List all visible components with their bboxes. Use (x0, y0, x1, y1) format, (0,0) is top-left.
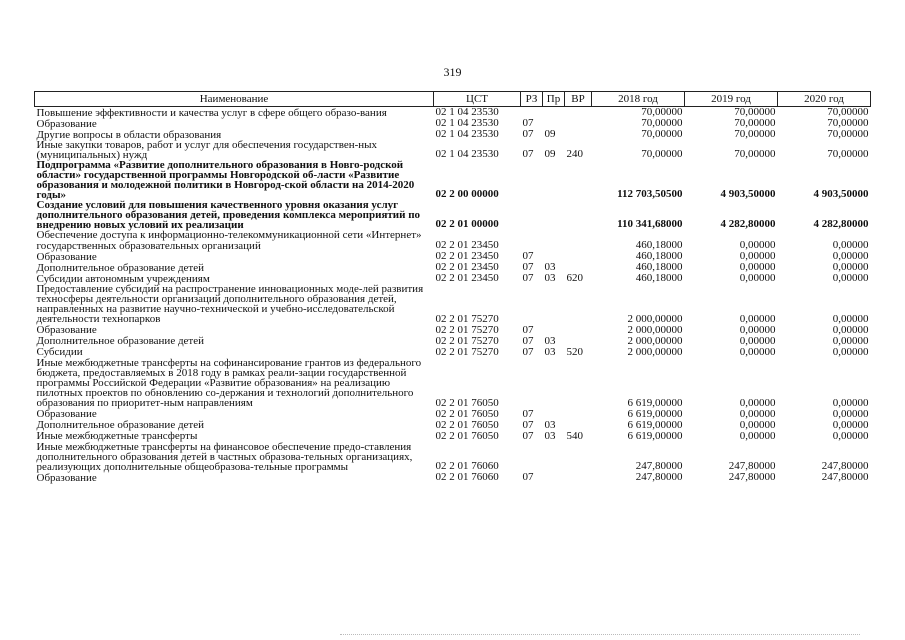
cell-pr (543, 409, 565, 420)
header-vr: ВР (565, 92, 592, 107)
cell-cst: 02 2 01 76050 (435, 407, 499, 420)
cell-y2018: 2 000,00000 (627, 334, 683, 347)
cell-cst: 02 2 01 75270 (435, 345, 499, 358)
cell-name: Иные межбюджетные трансферты (36, 430, 198, 443)
cell-name: Образование (36, 117, 97, 130)
cell-rz: 07 (522, 117, 534, 129)
cell-name: Дополнительное образование детей (36, 419, 205, 432)
cell-cst: 02 2 01 23450 (435, 249, 499, 262)
cell-vr (565, 284, 592, 325)
table-row (35, 336, 871, 347)
cell-vr (565, 336, 592, 347)
cell-vr (565, 442, 592, 473)
cell-rz: 07 (522, 271, 534, 284)
cell-name: Иные межбюджетные трансферты на софинансирование грантов из федерального бюджета, предоставляемых в 2018 году в рамках реали-зации государственной программы Российской Федерации «Развитие образования» на реализацию пилотных проектов по обновлению со-держания и технологий дополнительного образования по приоритет-ным направлениям (36, 356, 422, 410)
cell-y2018: 2 000,00000 (627, 312, 683, 325)
cell-y2019: 0,00000 (739, 249, 776, 262)
cell-y2020: 0,00000 (832, 429, 869, 442)
cell-name: Образование (36, 408, 97, 421)
cell-cst: 02 2 01 76050 (435, 429, 499, 442)
header-2018: 2018 год (592, 92, 685, 107)
cell-cst: 02 1 04 23530 (435, 148, 499, 161)
cell-name: Субсидии (36, 346, 83, 359)
cell-rz (521, 358, 543, 409)
table-row (35, 325, 871, 336)
cell-y2020: 70,00000 (827, 128, 869, 140)
cell-name: Дополнительное образование детей (36, 261, 205, 274)
cell-vr (565, 200, 592, 230)
cell-rz: 07 (522, 323, 534, 336)
cell-y2018: 70,00000 (641, 117, 683, 129)
cell-pr: 03 (544, 345, 556, 358)
cell-pr (543, 230, 565, 250)
header-row (35, 92, 871, 107)
cell-rz: 07 (522, 471, 534, 484)
table-row (35, 472, 871, 483)
cell-rz: 07 (522, 334, 534, 347)
cell-cst: 02 2 01 75270 (435, 334, 499, 347)
cell-pr: 09 (544, 128, 556, 140)
cell-cst: 02 2 00 00000 (435, 188, 499, 201)
cell-name: Подпрограмма «Развитие дополнительного образования в Новго-родской области» государственной программы Новгородской об-ласти «Развитие образования и молодежной политики в Новгород-ской области на 2014-2020 годы» (36, 159, 415, 202)
cell-vr (565, 325, 592, 336)
cell-name: Образование (36, 324, 97, 337)
cell-y2018: 2 000,00000 (627, 345, 683, 358)
cell-y2020: 70,00000 (827, 117, 869, 129)
cell-y2018: 112 703,50500 (617, 188, 683, 201)
cell-pr (543, 358, 565, 409)
cell-pr (543, 107, 565, 119)
header-pr: Пр (543, 92, 565, 107)
cell-rz: 07 (522, 429, 534, 442)
cell-vr: 240 (566, 148, 583, 161)
cell-y2018: 6 619,00000 (627, 429, 683, 442)
cell-y2019: 70,00000 (734, 128, 776, 140)
table-row (35, 200, 871, 230)
cell-y2019: 0,00000 (739, 271, 776, 284)
cell-pr: 09 (544, 148, 556, 161)
cell-vr (565, 358, 592, 409)
cell-y2018: 6 619,00000 (627, 418, 683, 431)
page-number: 319 (443, 65, 462, 79)
table-row (35, 140, 871, 160)
cell-rz (521, 442, 543, 473)
cell-pr: 03 (544, 271, 556, 284)
cell-y2020: 0,00000 (832, 260, 869, 273)
cell-y2020: 247,80000 (821, 460, 869, 473)
cell-rz: 07 (522, 260, 534, 273)
cell-vr: 540 (566, 429, 583, 442)
cell-y2018: 110 341,68000 (617, 218, 683, 231)
cell-rz: 07 (522, 148, 534, 161)
cell-rz (521, 284, 543, 325)
cell-y2020: 0,00000 (832, 238, 869, 251)
cell-name: Обеспечение доступа к информационно-телекоммуникационной сети «Интернет» государственных образовательных организаций (36, 229, 422, 252)
cell-vr: 620 (566, 271, 583, 284)
cell-cst: 02 2 01 23450 (435, 260, 499, 273)
cell-y2019: 0,00000 (739, 345, 776, 358)
cell-y2019: 0,00000 (739, 429, 776, 442)
cell-pr (543, 200, 565, 230)
cell-cst: 02 1 04 23530 (435, 117, 499, 129)
cell-y2020: 247,80000 (821, 471, 869, 484)
cell-rz: 07 (522, 407, 534, 420)
cell-vr (565, 129, 592, 140)
cell-y2019: 4 903,50000 (720, 188, 776, 201)
cell-cst: 02 2 01 76050 (435, 418, 499, 431)
cell-y2020: 0,00000 (832, 345, 869, 358)
cell-pr (543, 284, 565, 325)
cell-y2018: 460,18000 (635, 271, 683, 284)
cell-y2020: 0,00000 (832, 312, 869, 325)
cell-y2020: 0,00000 (832, 334, 869, 347)
table-row (35, 431, 871, 442)
cell-name: Создание условий для повышения качественного уровня оказания услуг дополнительного образования детей, проведения комплекса мероприятий по внедрению новых условий их реализации (36, 199, 421, 232)
cell-cst: 02 1 04 23530 (435, 106, 499, 118)
cell-y2018: 247,80000 (635, 471, 683, 484)
cell-pr: 03 (544, 260, 556, 273)
cell-y2020: 0,00000 (832, 418, 869, 431)
cell-y2018: 247,80000 (635, 460, 683, 473)
cell-y2018: 6 619,00000 (627, 396, 683, 409)
cell-rz (521, 230, 543, 250)
cell-vr (565, 160, 592, 200)
cell-y2018: 2 000,00000 (627, 323, 683, 336)
cell-name: Другие вопросы в области образования (36, 128, 222, 141)
cell-y2019: 247,80000 (728, 460, 776, 473)
cell-y2020: 70,00000 (827, 148, 869, 161)
cell-cst: 02 2 01 00000 (435, 218, 499, 231)
cell-y2019: 0,00000 (739, 334, 776, 347)
cell-y2018: 70,00000 (641, 106, 683, 118)
table-body (35, 107, 871, 484)
cell-y2019: 0,00000 (739, 396, 776, 409)
cell-name: Образование (36, 472, 97, 485)
cell-y2018: 460,18000 (635, 249, 683, 262)
cell-cst: 02 2 01 76060 (435, 471, 499, 484)
cell-rz (521, 160, 543, 200)
cell-y2019: 0,00000 (739, 407, 776, 420)
cell-y2019: 0,00000 (739, 260, 776, 273)
cell-name: Предоставление субсидий на распространение инновационных моде-лей развития техносферы деятельности организаций дополнительного образования детей, направленных на развитие научно-технической и учебно-исследовательской деятельности технопарков (36, 282, 424, 326)
cell-name: Дополнительное образование детей (36, 335, 205, 348)
cell-name: Повышение эффективности и качества услуг в сфере общего образо-вания (36, 106, 387, 119)
cell-pr (543, 325, 565, 336)
header-2019: 2019 год (685, 92, 778, 107)
cell-cst: 02 1 04 23530 (435, 128, 499, 140)
cell-pr: 03 (544, 429, 556, 442)
cell-name: Иные закупки товаров, работ и услуг для обеспечения государствен-ных (муниципальных) нужд (36, 139, 378, 162)
cell-vr (565, 251, 592, 262)
cell-y2019: 70,00000 (734, 148, 776, 161)
cell-vr (565, 230, 592, 250)
cell-cst: 02 2 01 76050 (435, 396, 499, 409)
cell-y2019: 247,80000 (728, 471, 776, 484)
cell-pr: 03 (544, 334, 556, 347)
footer-divider (340, 634, 860, 636)
cell-y2018: 460,18000 (635, 260, 683, 273)
cell-vr (565, 409, 592, 420)
cell-y2019: 0,00000 (739, 323, 776, 336)
cell-y2019: 4 282,80000 (720, 218, 776, 231)
cell-y2019: 0,00000 (739, 418, 776, 431)
cell-rz (521, 200, 543, 230)
cell-y2020: 0,00000 (832, 407, 869, 420)
cell-pr: 03 (544, 418, 556, 431)
cell-y2019: 0,00000 (739, 312, 776, 325)
cell-pr (543, 442, 565, 473)
cell-name: Субсидии автономным учреждениям (36, 272, 210, 285)
cell-vr (565, 420, 592, 431)
table-row (35, 409, 871, 420)
cell-y2020: 70,00000 (827, 106, 869, 118)
table-row (35, 160, 871, 200)
cell-name: Образование (36, 250, 97, 263)
cell-vr (565, 107, 592, 119)
cell-vr (565, 118, 592, 129)
cell-pr (543, 160, 565, 200)
table-row (35, 347, 871, 358)
cell-cst: 02 2 01 23450 (435, 238, 499, 251)
cell-y2020: 0,00000 (832, 396, 869, 409)
cell-y2020: 4 282,80000 (813, 218, 869, 231)
table-row (35, 420, 871, 431)
header-rz: РЗ (521, 92, 543, 107)
cell-vr (565, 472, 592, 483)
cell-y2019: 0,00000 (739, 238, 776, 251)
cell-y2018: 460,18000 (635, 238, 683, 251)
table-row (35, 284, 871, 325)
cell-rz: 07 (522, 345, 534, 358)
cell-cst: 02 2 01 75270 (435, 323, 499, 336)
cell-rz: 07 (522, 418, 534, 431)
cell-y2018: 6 619,00000 (627, 407, 683, 420)
cell-y2018: 70,00000 (641, 148, 683, 161)
table-row (35, 230, 871, 250)
cell-cst: 02 2 01 75270 (435, 312, 499, 325)
cell-vr: 520 (566, 345, 583, 358)
header-name: Наименование (35, 92, 434, 107)
cell-y2020: 0,00000 (832, 249, 869, 262)
cell-y2020: 0,00000 (832, 271, 869, 284)
cell-y2019: 70,00000 (734, 117, 776, 129)
cell-y2018: 70,00000 (641, 128, 683, 140)
cell-pr (543, 472, 565, 483)
cell-name: Иные межбюджетные трансферты на финансовое обеспечение предо-ставления дополнительного образования детей в частных образова-тельных организациях, реализующих дополнительные общеобразова-тельные программы (36, 440, 413, 474)
budget-table (34, 91, 871, 483)
cell-y2020: 0,00000 (832, 323, 869, 336)
cell-rz: 07 (522, 249, 534, 262)
table-row (35, 358, 871, 409)
table-row (35, 442, 871, 473)
cell-y2020: 4 903,50000 (813, 188, 869, 201)
header-cst: ЦСТ (434, 92, 521, 107)
cell-rz: 07 (522, 128, 534, 140)
header-2020: 2020 год (778, 92, 871, 107)
cell-y2019: 70,00000 (734, 106, 776, 118)
cell-cst: 02 2 01 76060 (435, 460, 499, 473)
cell-cst: 02 2 01 23450 (435, 271, 499, 284)
